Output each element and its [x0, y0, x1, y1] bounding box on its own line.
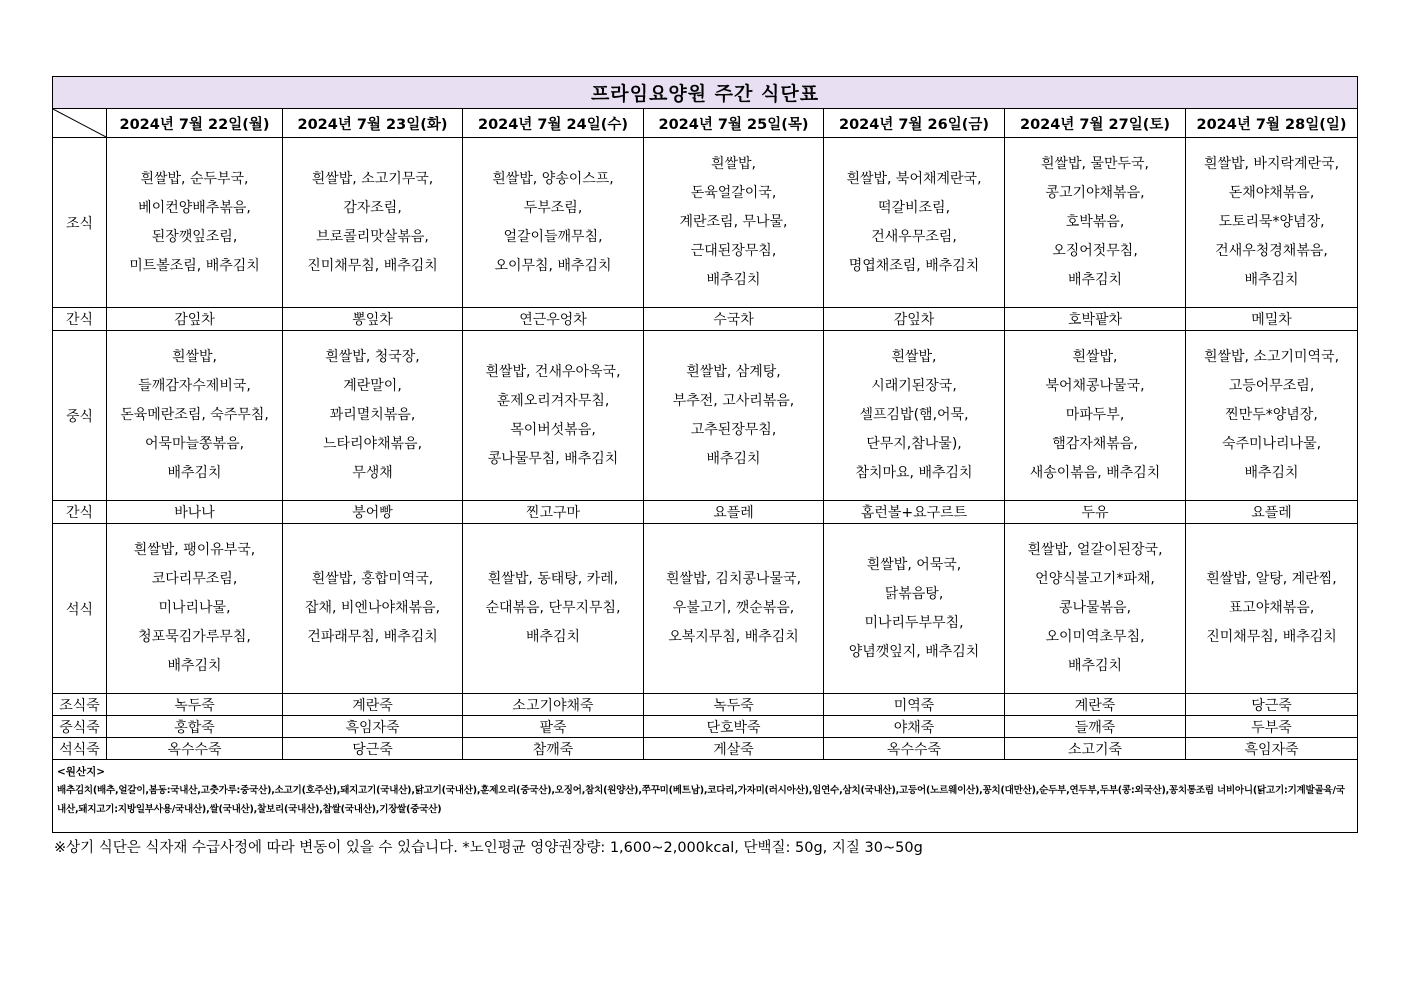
breakfast-menu-cell — [107, 138, 283, 308]
day-header: 2024년 7월 23일(화) — [283, 109, 463, 138]
label-lunch: 중식 — [53, 331, 107, 501]
dinner-menu-cell — [1005, 524, 1186, 694]
breakfast-menu-item: 콩고기야채볶음, — [1045, 185, 1145, 201]
breakfast-menu-item: 배추김치 — [706, 272, 761, 288]
lunch-menu-item: 숙주미나리나물, — [1221, 436, 1322, 452]
lunch-menu-item: 단무지,참나물), — [866, 436, 962, 452]
lunch-menu-cell — [1005, 331, 1186, 501]
porridge-breakfast-cell: 녹두죽 — [107, 694, 283, 716]
snack-am-cell: 감잎차 — [107, 308, 283, 331]
lunch-menu-item: 흰쌀밥, — [891, 349, 937, 365]
dinner-menu-item: 미나리두부무침, — [864, 614, 964, 631]
dinner-menu-item: 배추김치 — [525, 629, 581, 645]
porridge-dinner-cell: 흑임자죽 — [1186, 738, 1358, 760]
snack-am-cell: 감잎차 — [824, 308, 1005, 331]
breakfast-menu-item: 돈채야채볶음, — [1228, 185, 1315, 201]
dinner-menu-cell — [283, 524, 463, 694]
lunch-menu-item: 어묵마늘쫑볶음, — [144, 436, 245, 452]
dinner-menu-item: 배추김치 — [1067, 658, 1123, 674]
porridge-breakfast-cell: 미역죽 — [824, 694, 1005, 716]
dinner-menu-cell — [463, 524, 644, 694]
lunch-menu-cell — [1186, 331, 1358, 501]
porridge-lunch-cell: 흑임자죽 — [283, 716, 463, 738]
breakfast-menu-cell — [1005, 138, 1186, 308]
origin-text: 배추김치(배추,얼갈이,봄동:국내산,고춧가루:중국산),소고기(호주산),돼지고기(국내산),닭고기(국내산),훈제오리(중국산),오징어,참치(원양산),쭈꾸미(베트남),코다리,가자미(러시아산),임연수,삼치(국내산),고등어(노르웨이산),꽁치(대만산),순두부,연두부,두부(콩:외국산),꽁치통조림 너비아니(닭고기:기계발골육/국내산,돼지고기:지방일부사용/국내산),쌀(국내산),찰보리(국내산),찹쌀(국내산),기장쌀(중국산) — [57, 785, 1345, 815]
breakfast-menu-item: 얼갈이들깨무침, — [503, 228, 603, 245]
breakfast-menu-item: 흰쌀밥, 소고기무국, — [311, 170, 434, 187]
porridge-lunch-cell: 홍합죽 — [107, 716, 283, 738]
lunch-menu-item: 흰쌀밥, 청국장, — [325, 349, 420, 365]
porridge-dinner-cell: 소고기죽 — [1005, 738, 1186, 760]
breakfast-menu-item: 베이컨양배추볶음, — [138, 199, 251, 216]
porridge-lunch-cell: 팥죽 — [463, 716, 644, 738]
snack-pm-cell: 요플레 — [1186, 501, 1358, 524]
label-dinner: 석식 — [53, 524, 107, 694]
snack-pm-cell: 두유 — [1005, 501, 1186, 524]
lunch-menu-item: 계란말이, — [343, 378, 402, 394]
snack-am-cell: 연근우엉차 — [463, 308, 644, 331]
label-breakfast: 조식 — [53, 138, 107, 308]
lunch-menu-item: 마파두부, — [1065, 407, 1125, 423]
lunch-menu-item: 훈제오리겨자무침, — [496, 392, 610, 409]
dinner-menu-item: 흰쌀밥, 김치콩나물국, — [665, 571, 802, 587]
dinner-menu-cell — [107, 524, 283, 694]
breakfast-menu-item: 흰쌀밥, 북어채계란국, — [846, 170, 982, 187]
breakfast-menu-item: 흰쌀밥, — [710, 156, 757, 172]
breakfast-menu-item: 흰쌀밥, 순두부국, — [140, 170, 249, 187]
porridge-lunch-cell: 야채죽 — [824, 716, 1005, 738]
porridge-dinner-cell: 옥수수죽 — [824, 738, 1005, 760]
lunch-menu-item: 찐만두*양념장, — [1225, 407, 1318, 423]
snack-pm-cell: 요플레 — [644, 501, 824, 524]
dinner-menu-item: 건파래무침, 배추김치 — [307, 629, 438, 645]
dinner-menu-item: 코다리무조림, — [151, 571, 238, 587]
breakfast-menu-item: 흰쌀밥, 물만두국, — [1040, 156, 1150, 172]
lunch-menu-item: 고추된장무침, — [690, 421, 777, 438]
dinner-menu-item: 미나리나물, — [158, 600, 231, 616]
porridge-dinner-cell: 참깨죽 — [463, 738, 644, 760]
lunch-menu-item: 배추김치 — [706, 450, 761, 467]
dinner-menu-item: 표고야채볶음, — [1228, 600, 1315, 616]
dinner-menu-cell — [1186, 524, 1358, 694]
label-snack-am: 간식 — [53, 308, 107, 331]
breakfast-menu-item: 배추김치 — [1244, 272, 1299, 288]
dinner-menu-item: 흰쌀밥, 동태탕, 카레, — [487, 571, 619, 587]
label-porridge-lunch: 중식죽 — [53, 716, 107, 738]
porridge-breakfast-cell: 계란죽 — [1005, 694, 1186, 716]
breakfast-menu-cell — [283, 138, 463, 308]
footnote: ※상기 식단은 식자재 수급사정에 따라 변동이 있을 수 있습니다. *노인평균 영양권장량: 1,600~2,000kcal, 단백질: 50g, 지질 30~50g — [54, 840, 923, 856]
breakfast-menu-item: 호박볶음, — [1065, 214, 1125, 230]
porridge-dinner-cell: 당근죽 — [283, 738, 463, 760]
lunch-menu-item: 흰쌀밥, 소고기미역국, — [1203, 349, 1340, 365]
lunch-menu-item: 배추김치 — [167, 465, 222, 481]
lunch-menu-item: 목이버섯볶음, — [510, 421, 596, 438]
porridge-lunch-cell: 단호박죽 — [644, 716, 824, 738]
lunch-menu-item: 북어채콩나물국, — [1045, 378, 1145, 394]
lunch-menu-item: 시래기된장국, — [871, 378, 957, 394]
lunch-menu-item: 흰쌀밥, 삼계탕, — [686, 363, 781, 380]
porridge-breakfast-cell: 소고기야채죽 — [463, 694, 644, 716]
day-header: 2024년 7월 28일(일) — [1186, 109, 1358, 138]
breakfast-menu-item: 건새우청경채볶음, — [1215, 243, 1328, 259]
breakfast-menu-item: 브로콜리맛살볶음, — [316, 228, 429, 245]
header-corner — [53, 109, 107, 138]
breakfast-menu-item: 오이무침, 배추김치 — [494, 257, 612, 274]
day-header: 2024년 7월 22일(월) — [107, 109, 283, 138]
breakfast-menu-item: 돈육얼갈이국, — [690, 185, 777, 201]
porridge-lunch-cell: 들깨죽 — [1005, 716, 1186, 738]
snack-am-cell: 뽕잎차 — [283, 308, 463, 331]
lunch-menu-cell — [463, 331, 644, 501]
dinner-menu-item: 우불고기, 깻순볶음, — [672, 600, 795, 616]
lunch-menu-item: 부추전, 고사리볶음, — [672, 392, 795, 409]
breakfast-menu-item: 배추김치 — [1067, 272, 1123, 288]
porridge-dinner-cell: 게살죽 — [644, 738, 824, 760]
dinner-menu-cell — [644, 524, 824, 694]
lunch-menu-item: 무생채 — [352, 465, 393, 481]
dinner-menu-item: 오복지무침, 배추김치 — [668, 629, 799, 645]
breakfast-menu-item: 흰쌀밥, 바지락계란국, — [1203, 156, 1340, 172]
lunch-menu-item: 느타리야채볶음, — [322, 436, 423, 452]
label-snack-pm: 간식 — [53, 501, 107, 524]
breakfast-menu-cell — [644, 138, 824, 308]
breakfast-menu-cell — [824, 138, 1005, 308]
dinner-menu-item: 배추김치 — [167, 658, 222, 674]
lunch-menu-item: 배추김치 — [1244, 465, 1299, 481]
lunch-menu-item: 새송이볶음, 배추김치 — [1029, 465, 1161, 481]
dinner-menu-item: 흰쌀밥, 홍합미역국, — [311, 571, 434, 587]
lunch-menu-item: 셀프김밥(햄,어묵, — [859, 407, 969, 423]
dinner-menu-item: 청포묵김가루무침, — [138, 629, 251, 645]
dinner-menu-item: 순대볶음, 단무지무침, — [485, 600, 621, 616]
label-porridge-breakfast: 조식죽 — [53, 694, 107, 716]
lunch-menu-cell — [107, 331, 283, 501]
porridge-dinner-cell: 옥수수죽 — [107, 738, 283, 760]
weekly-menu-table — [52, 76, 1358, 833]
breakfast-menu-cell — [1186, 138, 1358, 308]
porridge-breakfast-cell: 당근죽 — [1186, 694, 1358, 716]
snack-am-cell: 호박팥차 — [1005, 308, 1186, 331]
breakfast-menu-item: 떡갈비조림, — [877, 199, 951, 216]
dinner-menu-item: 흰쌀밥, 얼갈이된장국, — [1027, 542, 1163, 558]
porridge-breakfast-cell: 녹두죽 — [644, 694, 824, 716]
breakfast-menu-item: 명엽채조림, 배추김치 — [848, 257, 980, 274]
dinner-menu-item: 흰쌀밥, 어묵국, — [866, 556, 962, 573]
breakfast-menu-item: 진미채무침, 배추김치 — [307, 257, 438, 274]
lunch-menu-item: 흰쌀밥, — [1072, 349, 1118, 365]
lunch-menu-cell — [824, 331, 1005, 501]
porridge-breakfast-cell: 계란죽 — [283, 694, 463, 716]
breakfast-menu-item: 근대된장무침, — [690, 243, 777, 259]
lunch-menu-item: 들깨감자수제비국, — [138, 378, 251, 394]
lunch-menu-item: 돈육메란조림, 숙주무침, — [120, 407, 269, 423]
porridge-lunch-cell: 두부죽 — [1186, 716, 1358, 738]
snack-pm-cell: 붕어빵 — [283, 501, 463, 524]
origin-info — [53, 760, 1358, 833]
breakfast-menu-item: 두부조림, — [523, 199, 583, 216]
snack-am-cell: 메밀차 — [1186, 308, 1358, 331]
dinner-menu-item: 양념깻잎지, 배추김치 — [848, 643, 980, 660]
dinner-menu-item: 진미채무침, 배추김치 — [1206, 629, 1337, 645]
breakfast-menu-cell — [463, 138, 644, 308]
dinner-menu-item: 닭볶음탕, — [884, 585, 944, 602]
day-header: 2024년 7월 27일(토) — [1005, 109, 1186, 138]
lunch-menu-item: 흰쌀밥, 건새우아욱국, — [485, 363, 621, 380]
snack-pm-cell: 바나나 — [107, 501, 283, 524]
dinner-menu-item: 언양식불고기*파채, — [1035, 571, 1155, 587]
breakfast-menu-item: 도토리묵*양념장, — [1218, 214, 1325, 230]
menu-title: 프라임요양원 주간 식단표 — [53, 77, 1358, 109]
breakfast-menu-item: 흰쌀밥, 양송이스프, — [492, 170, 614, 187]
lunch-menu-item: 꽈리멸치볶음, — [329, 407, 416, 423]
breakfast-menu-item: 감자조림, — [343, 199, 402, 216]
lunch-menu-item: 참치마요, 배추김치 — [855, 465, 973, 481]
breakfast-menu-item: 오징어젓무침, — [1052, 243, 1138, 259]
dinner-menu-item: 잡채, 비엔나야채볶음, — [304, 600, 441, 616]
dinner-menu-item: 흰쌀밥, 팽이유부국, — [133, 542, 256, 558]
lunch-menu-item: 햄감자채볶음, — [1052, 436, 1138, 452]
dinner-menu-cell — [824, 524, 1005, 694]
dinner-menu-item: 콩나물볶음, — [1058, 600, 1132, 616]
origin-title: <원산지> — [57, 766, 106, 778]
day-header: 2024년 7월 26일(금) — [824, 109, 1005, 138]
breakfast-menu-item: 건새우무조림, — [871, 228, 957, 245]
breakfast-menu-item: 된장깻잎조림, — [151, 228, 238, 245]
breakfast-menu-item: 계란조림, 무나물, — [679, 214, 788, 230]
breakfast-menu-item: 미트볼조림, 배추김치 — [129, 257, 260, 274]
snack-pm-cell: 홈런볼+요구르트 — [824, 501, 1005, 524]
day-header: 2024년 7월 24일(수) — [463, 109, 644, 138]
lunch-menu-item: 흰쌀밥, — [171, 349, 218, 365]
dinner-menu-item: 흰쌀밥, 알탕, 계란찜, — [1206, 571, 1337, 587]
snack-pm-cell: 찐고구마 — [463, 501, 644, 524]
lunch-menu-cell — [283, 331, 463, 501]
lunch-menu-cell — [644, 331, 824, 501]
snack-am-cell: 수국차 — [644, 308, 824, 331]
label-porridge-dinner: 석식죽 — [53, 738, 107, 760]
dinner-menu-item: 오이미역초무침, — [1045, 629, 1145, 645]
lunch-menu-item: 콩나물무침, 배추김치 — [487, 450, 619, 467]
lunch-menu-item: 고등어무조림, — [1228, 378, 1315, 394]
day-header: 2024년 7월 25일(목) — [644, 109, 824, 138]
